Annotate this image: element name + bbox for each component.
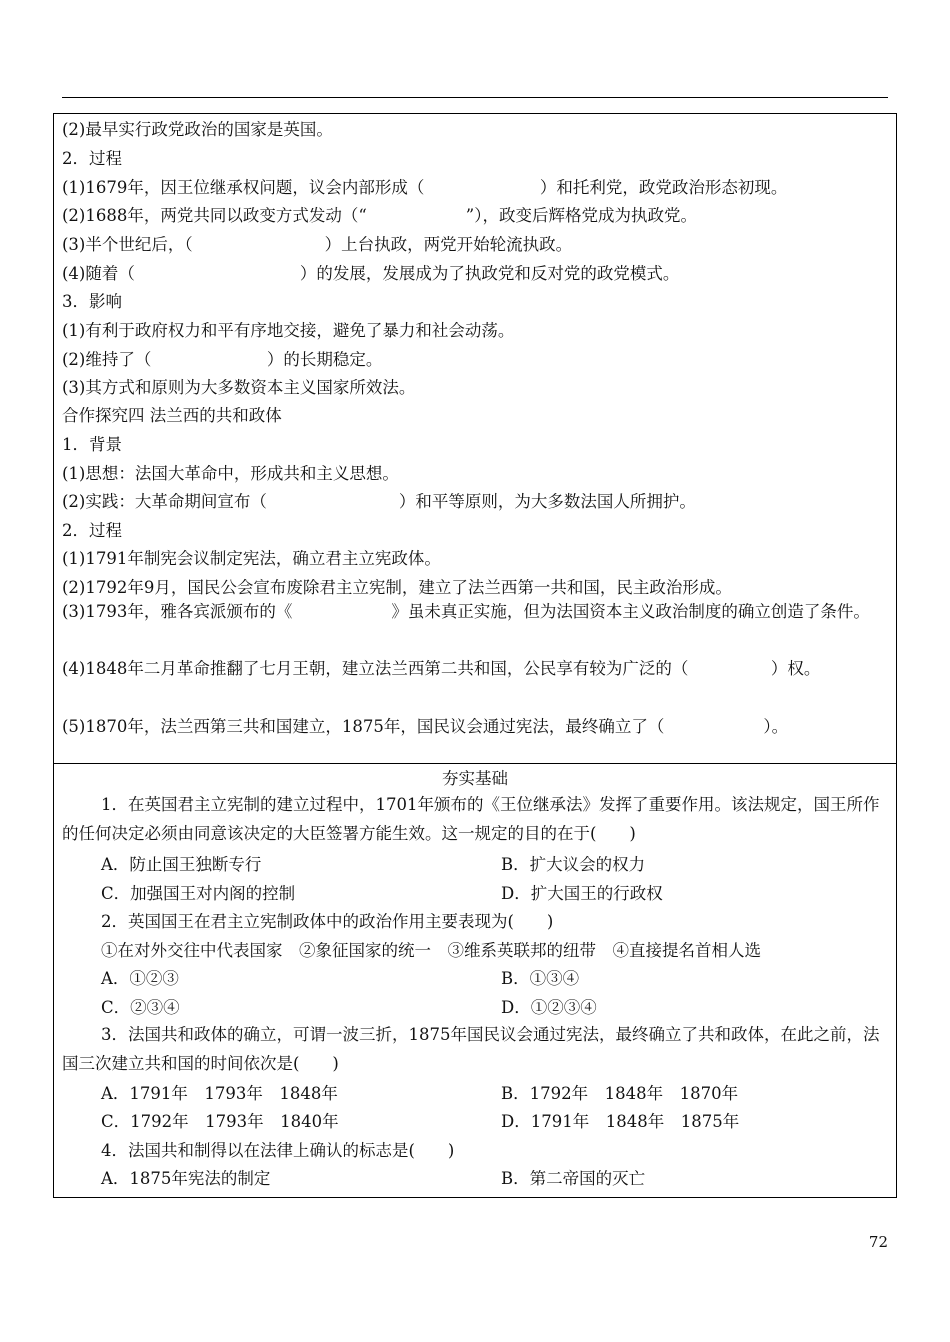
option-c: C．加强国王对内阁的控制 D．扩大国王的行政权 (101, 884, 663, 903)
text-line: (3)1793年，雅各宾派颁布的《 》虽未真正实施，但为法国资本主义政治制度的确立创造了条件。 (62, 602, 870, 621)
option-a: A．①②③ B．①③④ (101, 969, 580, 988)
question-3-text: 3．法国共和政体的确立，可谓一波三折，1875年国民议会通过宪法，最终确立了共和政体，在此之前，法国三次建立共和国的时间依次是( ) (62, 1025, 880, 1073)
text-line: (1)1679年，因王位继承权问题，议会内部形成（ ）和托利党，政党政治形态初现。 (62, 178, 788, 197)
option-c: C．1792年 1793年 1840年 D．1791年 1848年 1875年 (101, 1112, 740, 1131)
header-rule (62, 97, 888, 98)
option-a: A．防止国王独断专行 B．扩大议会的权力 (101, 855, 646, 874)
question-2-items: ①在对外交往中代表国家 ②象征国家的统一 ③维系英联邦的纽带 ④直接提名首相人选 (101, 941, 761, 960)
text-line: (2)1792年9月，国民公会宣布废除君主立宪制，建立了法兰西第一共和国，民主政治形成。 (62, 578, 732, 597)
text-line: (1)思想：法国大革命中，形成共和主义思想。 (62, 464, 399, 483)
text-line: (1)有利于政府权力和平有序地交接，避免了暴力和社会动荡。 (62, 321, 515, 340)
option-a: A．1791年 1793年 1848年 B．1792年 1848年 1870年 (101, 1084, 739, 1103)
text-line: 2．过程 (62, 521, 122, 540)
question-1-text: 1．在英国君主立宪制的建立过程中，1701年颁布的《王位继承法》发挥了重要作用。该法规定，国王所作的任何决定必须由同意该决定的大臣签署方能生效。这一规定的目的在于( ) (62, 795, 880, 843)
text-line: 2．过程 (62, 149, 122, 168)
text-line: (5)1870年，法兰西第三共和国建立，1875年，国民议会通过宪法，最终确立了（ ）。 (62, 717, 789, 736)
question-4-text: 4．法国共和制得以在法律上确认的标志是( ) (101, 1141, 455, 1160)
text-line: (4)1848年二月革命推翻了七月王朝，建立法兰西第二共和国，公民享有较为广泛的（ ）权。 (62, 659, 821, 678)
text-line: (4)随着（ ）的发展，发展成为了执政党和反对党的政党模式。 (62, 264, 680, 283)
text-line: (2)维持了（ ）的长期稳定。 (62, 350, 383, 369)
text-line: (2)实践：大革命期间宣布（ ）和平等原则，为大多数法国人所拥护。 (62, 492, 696, 511)
exercise-section-box (53, 764, 897, 1198)
text-line: 3．影响 (62, 292, 122, 311)
option-c: C．②③④ D．①②③④ (101, 998, 597, 1017)
text-line: 1．背景 (62, 435, 122, 454)
text-line: (2)最早实行政党政治的国家是英国。 (62, 120, 333, 139)
option-a: A．1875年宪法的制定 B．第二帝国的灭亡 (101, 1169, 646, 1188)
text-line: (3)其方式和原则为大多数资本主义国家所效法。 (62, 378, 416, 397)
text-line: (3)半个世纪后，（ ）上台执政，两党开始轮流执政。 (62, 235, 573, 254)
exercise-title: 夯实基础 (442, 769, 508, 788)
text-line: (1)1791年制宪会议制定宪法，确立君主立宪政体。 (62, 549, 441, 568)
page-number: 72 (868, 1233, 888, 1251)
question-2-text: 2．英国国王在君主立宪制政体中的政治作用主要表现为( ) (101, 912, 554, 931)
section-heading: 合作探究四 法兰西的共和政体 (62, 406, 282, 425)
text-line: (2)1688年，两党共同以政变方式发动（“ ”），政变后辉格党成为执政党。 (62, 206, 697, 225)
study-section-box (53, 113, 897, 764)
